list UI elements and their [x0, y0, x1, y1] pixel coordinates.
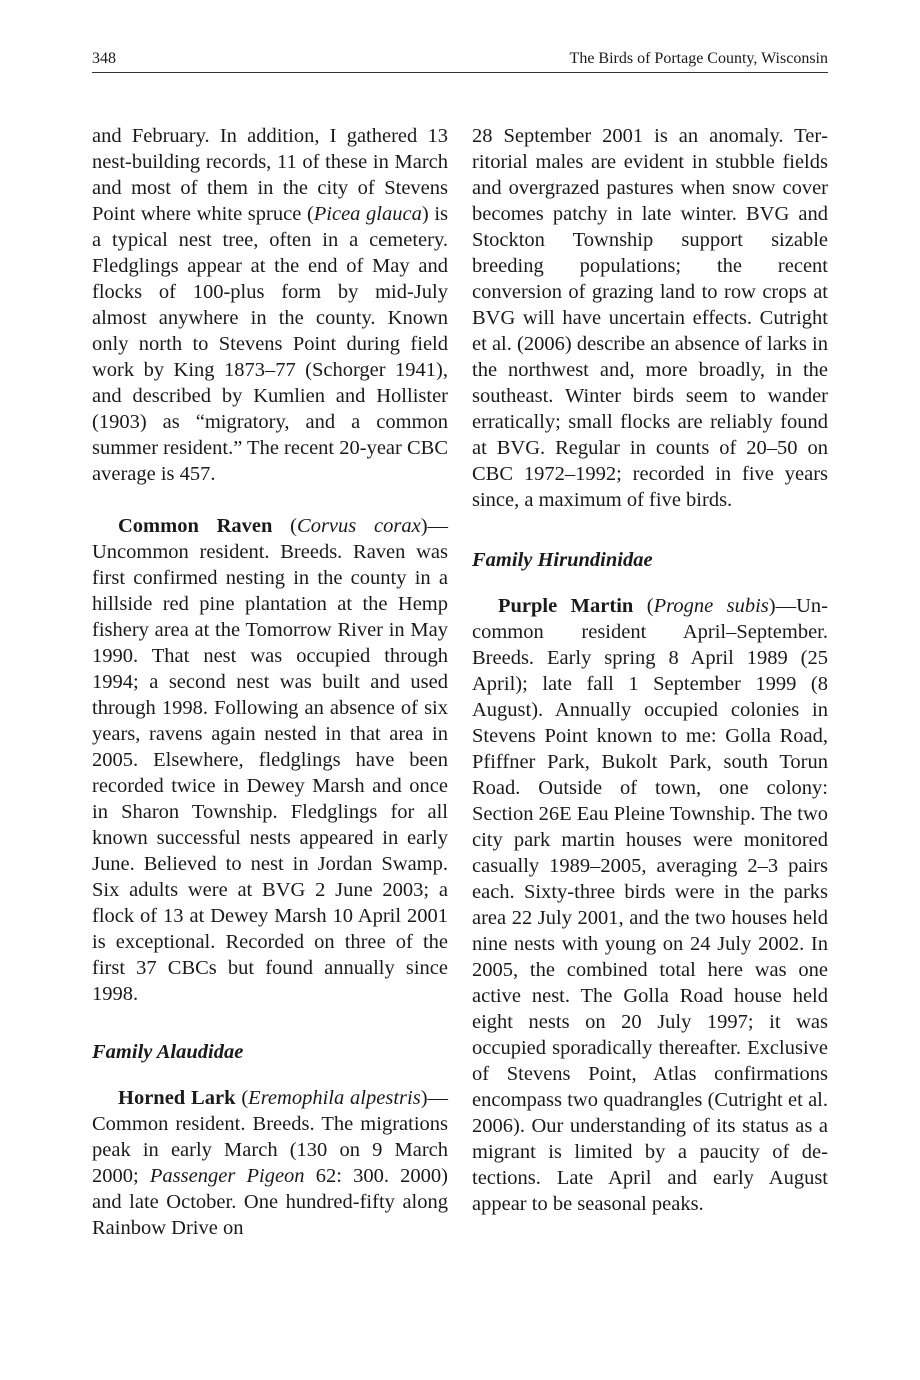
species-scientific-name: Progne subis	[653, 595, 769, 617]
continued-text-before: and February. In addition, I gathered 13 nest-building records, 11 of these in March and most of them in the city of Stevens Point where white spruce (	[92, 125, 448, 225]
species-account-text-continued: 62: 300. 2000) and late October. One hundred-fifty along Rainbow Drive on	[92, 1165, 448, 1239]
species-common-name: Horned Lark	[118, 1087, 236, 1109]
species-account-text: )—Common resident. Breeds. The migrations peak in early March (130 on 9 March 2000;	[92, 1087, 449, 1187]
continued-paragraph	[92, 123, 448, 487]
species-account-text: )—Uncommon resident. Breeds. Raven was first confirmed nesting in the county in a hillside red pine plantation at the Hemp fishery area at the Tomorrow River in May 1990. That nest was occupied through 1994; a second nest was built and used through 1998. Following an absence of six years, ravens again nested in that area in 2005. Elsewhere, fledglings have been recorded twice in Dewey Marsh and once in Sharon Township. Fledglings for all known successful nests appeared in early June. Believed to nest in Jordan Swamp. Six adults were at BVG 2 June 2003; a flock of 13 at Dewey Marsh 10 April 2001 is exceptional. Recorded on three of the first 37 CBCs but found annually since 1998.	[92, 515, 449, 1005]
species-common-name: Common Raven	[118, 515, 273, 537]
family-heading-alaudidae: Family Alaudidae	[92, 1041, 244, 1063]
continued-text-after: ) is a typical nest tree, often in a cemetery. Fledglings appear at the end of May and flocks of 100-plus form by mid-July almost anywhere in the county. Known only north to Stevens Point during field work by King 1873–77 (Schorger 1941), and described by Kumlien and Hollister (1903) as “migratory, and a common summer resident.” The recent 20-year CBC average is 457.	[92, 203, 448, 485]
species-common-name: Purple Martin	[498, 595, 634, 617]
species-account-text: )—Uncommon resident April–September. Breeds. Early spring 8 April 1989 (25 April); late fall 1 September 1999 (8 August). Annually occupied colonies in Stevens Point known to me: Golla Road, Pfiffner Park, Bukolt Park, south Torun Road. Outside of town, one colony: Section 26E Eau Pleine Township. The two city park martin houses were monitored casually 1989–2005, averaging 2–3 pairs each. Sixty-three birds were in the parks area 22 July 2001, and the two houses held nine nests with young on 24 July 2002. In 2005, the combined total here was one active nest. The Golla Road house held eight nests on 20 July 1997; it was occupied sporadically thereafter. Exclusive of Stevens Point, Atlas confirmations encompass two quadrangles (Cutright et al. 2006). Our understanding of its status as a migrant is limited by a paucity of detections. Late April and early August appear to be seasonal peaks.	[472, 595, 828, 1215]
paren-open: (	[235, 1087, 249, 1109]
species-account-common-raven	[92, 513, 448, 1007]
family-heading-hirundinidae: Family Hirundinidae	[472, 549, 653, 571]
species-scientific-name: Corvus corax	[297, 515, 421, 537]
right-column	[472, 123, 828, 1217]
horned-lark-continued: 28 September 2001 is an anomaly. Territorial males are evident in stubble fields and overgrazed pastures when snow cover becomes patchy in late winter. BVG and Stockton Township support sizable breeding populations; the recent conversion of grazing land to row crops at BVG will have uncertain effects. Cutright et al. (2006) describe an absence of larks in the northwest and, more broadly, in the southeast. Winter birds seem to wander erratically; small flocks are reliably found at BVG. Regular in counts of 20–50 on CBC 1972–1992; recorded in five years since, a maximum of five birds.	[472, 125, 828, 511]
journal-reference: Passenger Pigeon	[149, 1165, 305, 1187]
paren-open: (	[272, 515, 298, 537]
paren-open: (	[633, 595, 654, 617]
page-number: 348	[92, 50, 116, 67]
running-head	[92, 46, 828, 73]
left-column	[92, 123, 448, 1241]
scientific-name: Picea glauca	[313, 203, 422, 225]
species-scientific-name: Eremophila alpestris	[248, 1087, 421, 1109]
species-account-horned-lark	[92, 1085, 448, 1241]
book-title: The Birds of Portage County, Wisconsin	[569, 50, 828, 67]
species-account-purple-martin	[472, 593, 828, 1217]
